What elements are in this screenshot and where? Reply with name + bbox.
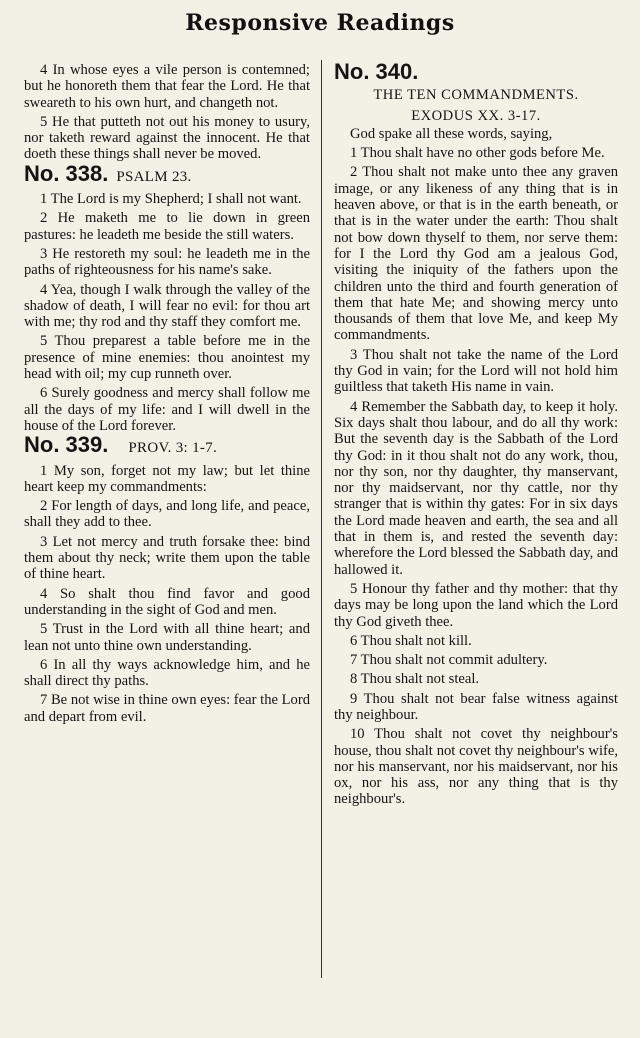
selection-number: No. 338. [24,160,109,186]
verse: 1 Thou shalt have no other gods before Me. [350,145,605,162]
selection-number: No. 340. [334,59,419,84]
verse: 3 Let not mercy and truth forsake thee: bind them about thy neck; write them upon the table of thine heart. [24,533,310,583]
verse: 2 He maketh me to lie down in green pastures: he leadeth me beside the still waters. [24,210,310,243]
column-divider [321,60,322,978]
selection-339-heading [24,432,310,458]
verse: 3 He restoreth my soul: he leadeth me in the paths of righteousness for his name's sake. [24,245,310,279]
verse: 4 Yea, though I walk through the valley of the shadow of death, I will fear no evil: for thou art with me; thy rod and thy staff they comfort me. [24,281,310,331]
selection-number: No. 339. [24,432,109,458]
verse: 1 The Lord is my Shepherd; I shall not want. [40,191,302,208]
verse: 6 Surely goodness and mercy shall follow me all the days of my life: and I will dwell in the house of the Lord forever. [24,385,310,434]
verse: 4 So shalt thou find favor and good understanding in the sight of God and men. [24,585,310,618]
selection-reference: PROV. 3: 1-7. [128,440,218,457]
verse: 4 In whose eyes a vile person is contemned; but he honoreth them that fear the Lord. He that sweareth to his own hurt, and changeth not. [24,62,310,111]
verse: 10 Thou shalt not covet thy neighbour's house, thou shalt not covet thy neighbour's wife, nor his manservant, nor his maidservant, nor his ox, nor his ass, nor any thing that is thy neighbour's. [334,726,618,808]
verse: 6 Thou shalt not kill. [350,632,472,649]
verse: 9 Thou shalt not bear false witness against thy neighbour. [334,690,618,723]
selection-340-heading [334,59,618,84]
verse: 2 Thou shalt not make unto thee any graven image, or any likeness of any thing that is in heaven above, or that is in the earth beneath, or that is in the water under the earth: Thou shalt not bow down thyself to them, nor serve them: for I the Lord thy God am a jealous God, visiting the iniquity of the fathers upon the children unto the third and fourth generation of them that hate Me; and showing mercy unto thousands of them that love Me, and keep My commandments. [334,164,618,344]
verse: 4 Remember the Sabbath day, to keep it holy. Six days shalt thou labour, and do all thy work: But the seventh day is the Sabbath of the Lord thy God: in it thou shalt not do any work, thou, nor thy son, nor thy daughter, thy manservant, nor thy maidservant, nor thy cattle, nor thy stranger that is within thy gates: For in six days the Lord made heaven and earth, the sea and all that in them is, and rested the seventh day: wherefore the Lord blessed the Sabbath day, and hallowed it. [334,398,618,578]
verse: 5 Thou preparest a table before me in the presence of mine enemies: thou anointest my head with oil; my cup runneth over. [24,333,310,383]
page-header-title: Responsive Readings [185,10,455,36]
verse: 2 For length of days, and long life, and peace, shall they add to thee. [24,498,310,531]
selection-title: THE TEN COMMANDMENTS. [373,87,579,104]
verse: 5 Honour thy father and thy mother: that thy days may be long upon the land which the Lord thy God giveth thee. [334,580,618,630]
verse: 3 Thou shalt not take the name of the Lord thy God in vain; for the Lord will not hold him guiltless that taketh His name in vain. [334,346,618,396]
selection-reference: EXODUS XX. 3-17. [411,107,541,124]
verse: 7 Thou shalt not commit adultery. [350,652,548,669]
verse: 5 Trust in the Lord with all thine heart; and lean not unto thine own understanding. [24,621,310,654]
verse: 6 In all thy ways acknowledge him, and he shall direct thy paths. [24,656,310,690]
right-column [334,59,618,811]
verse: 5 He that putteth not out his money to usury, nor taketh reward against the innocent. He that doeth these things shall never be moved. [24,113,310,163]
selection-reference: PSALM 23. [116,168,192,185]
verse: 1 My son, forget not my law; but let thine heart keep my commandments: [24,462,310,495]
verse-intro: God spake all these words, saying, [350,125,553,142]
left-column [24,62,310,728]
verse: 8 Thou shalt not steal. [350,671,480,688]
verse: 7 Be not wise in thine own eyes: fear the Lord and depart from evil. [24,692,310,725]
selection-338-heading [24,160,310,186]
